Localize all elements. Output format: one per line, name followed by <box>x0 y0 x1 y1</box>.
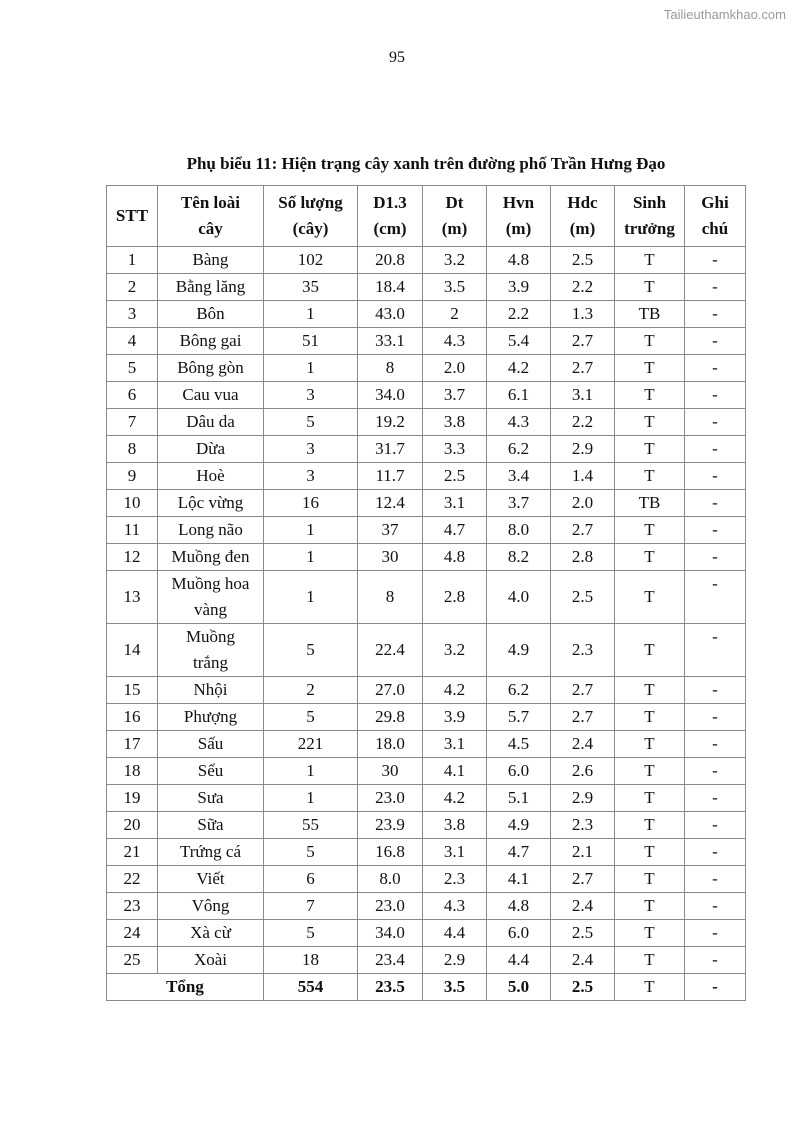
cell-stt: 18 <box>107 758 158 785</box>
tree-inventory-table <box>106 185 746 1001</box>
cell-note: - <box>685 436 746 463</box>
total-hvn: 5.0 <box>487 974 551 1001</box>
table-row <box>107 517 746 544</box>
cell-growth: T <box>615 409 685 436</box>
cell-name: Trứng cá <box>158 839 264 866</box>
cell-hdc: 3.1 <box>551 382 615 409</box>
cell-qty: 221 <box>264 731 358 758</box>
cell-name: Vông <box>158 893 264 920</box>
cell-stt: 16 <box>107 704 158 731</box>
cell-hdc: 2.7 <box>551 677 615 704</box>
cell-growth: T <box>615 731 685 758</box>
table-row <box>107 301 746 328</box>
cell-hvn: 2.2 <box>487 301 551 328</box>
cell-growth: T <box>615 544 685 571</box>
cell-d13: 31.7 <box>358 436 423 463</box>
cell-note: - <box>685 382 746 409</box>
cell-stt: 15 <box>107 677 158 704</box>
cell-name: Sữa <box>158 812 264 839</box>
cell-hdc: 2.2 <box>551 274 615 301</box>
table-row <box>107 839 746 866</box>
cell-note: - <box>685 812 746 839</box>
cell-qty: 102 <box>264 247 358 274</box>
cell-growth: T <box>615 839 685 866</box>
total-qty: 554 <box>264 974 358 1001</box>
cell-hvn: 4.9 <box>487 812 551 839</box>
cell-stt: 4 <box>107 328 158 355</box>
cell-note: - <box>685 624 746 677</box>
cell-hvn: 3.4 <box>487 463 551 490</box>
cell-note: - <box>685 947 746 974</box>
cell-name: Dừa <box>158 436 264 463</box>
cell-stt: 19 <box>107 785 158 812</box>
cell-qty: 5 <box>264 409 358 436</box>
cell-dt: 3.5 <box>423 274 487 301</box>
cell-hvn: 4.9 <box>487 624 551 677</box>
header-line: Sinh <box>632 193 667 212</box>
table-row <box>107 677 746 704</box>
cell-stt: 20 <box>107 812 158 839</box>
header-line: Hdc <box>567 193 598 212</box>
cell-name: Xà cừ <box>158 920 264 947</box>
cell-d13: 8 <box>358 355 423 382</box>
cell-dt: 4.4 <box>423 920 487 947</box>
cell-stt: 8 <box>107 436 158 463</box>
cell-growth: T <box>615 571 685 624</box>
cell-hvn: 4.2 <box>487 355 551 382</box>
cell-stt: 14 <box>107 624 158 677</box>
header-note <box>685 186 746 247</box>
cell-hvn: 6.0 <box>487 758 551 785</box>
cell-hvn: 6.1 <box>487 382 551 409</box>
cell-hdc: 2.7 <box>551 704 615 731</box>
total-row <box>107 974 746 1001</box>
cell-note: - <box>685 866 746 893</box>
cell-qty: 7 <box>264 893 358 920</box>
cell-d13: 23.9 <box>358 812 423 839</box>
header-line: (m) <box>441 219 468 238</box>
table-row <box>107 247 746 274</box>
cell-stt: 25 <box>107 947 158 974</box>
cell-stt: 12 <box>107 544 158 571</box>
cell-hdc: 2.9 <box>551 785 615 812</box>
table-row <box>107 463 746 490</box>
cell-note: - <box>685 490 746 517</box>
cell-name: Viết <box>158 866 264 893</box>
cell-hvn: 6.2 <box>487 436 551 463</box>
table-row <box>107 812 746 839</box>
table-row <box>107 893 746 920</box>
cell-dt: 3.8 <box>423 409 487 436</box>
cell-dt: 4.3 <box>423 328 487 355</box>
cell-qty: 3 <box>264 436 358 463</box>
cell-hvn: 5.1 <box>487 785 551 812</box>
table-row <box>107 409 746 436</box>
cell-d13: 34.0 <box>358 920 423 947</box>
cell-hvn: 6.2 <box>487 677 551 704</box>
cell-dt: 2.9 <box>423 947 487 974</box>
cell-qty: 5 <box>264 704 358 731</box>
cell-qty: 6 <box>264 866 358 893</box>
cell-name: Nhội <box>158 677 264 704</box>
cell-qty: 18 <box>264 947 358 974</box>
cell-hdc: 2.7 <box>551 355 615 382</box>
cell-growth: T <box>615 920 685 947</box>
cell-name: Lộc vừng <box>158 490 264 517</box>
cell-hdc: 2.9 <box>551 436 615 463</box>
cell-name: Bằng lăng <box>158 274 264 301</box>
cell-dt: 3.1 <box>423 731 487 758</box>
cell-qty: 1 <box>264 758 358 785</box>
cell-qty: 35 <box>264 274 358 301</box>
cell-hdc: 2.5 <box>551 247 615 274</box>
cell-d13: 16.8 <box>358 839 423 866</box>
page-number: 95 <box>389 49 405 66</box>
cell-dt: 3.2 <box>423 247 487 274</box>
cell-note: - <box>685 355 746 382</box>
cell-stt: 10 <box>107 490 158 517</box>
cell-d13: 18.0 <box>358 731 423 758</box>
header-stt <box>107 186 158 247</box>
cell-d13: 43.0 <box>358 301 423 328</box>
cell-hdc: 2.7 <box>551 328 615 355</box>
species-name-line: Muồng hoa <box>171 574 250 593</box>
cell-hdc: 2.7 <box>551 517 615 544</box>
cell-note: - <box>685 893 746 920</box>
cell-growth: T <box>615 355 685 382</box>
cell-name <box>158 624 264 677</box>
cell-d13: 33.1 <box>358 328 423 355</box>
cell-stt: 17 <box>107 731 158 758</box>
cell-hdc: 2.4 <box>551 731 615 758</box>
cell-dt: 4.8 <box>423 544 487 571</box>
cell-growth: T <box>615 758 685 785</box>
header-line: chú <box>701 219 729 238</box>
cell-growth: T <box>615 677 685 704</box>
cell-note: - <box>685 839 746 866</box>
cell-hdc: 2.0 <box>551 490 615 517</box>
species-name-line: vàng <box>193 600 228 619</box>
cell-note: - <box>685 758 746 785</box>
cell-stt: 13 <box>107 571 158 624</box>
cell-d13: 19.2 <box>358 409 423 436</box>
cell-growth: T <box>615 785 685 812</box>
cell-name: Xoài <box>158 947 264 974</box>
table-row <box>107 274 746 301</box>
cell-name: Sưa <box>158 785 264 812</box>
cell-growth: T <box>615 947 685 974</box>
cell-dt: 3.8 <box>423 812 487 839</box>
cell-hvn: 3.9 <box>487 274 551 301</box>
header-line: trưởng <box>624 219 675 238</box>
cell-d13: 34.0 <box>358 382 423 409</box>
cell-note: - <box>685 301 746 328</box>
cell-dt: 4.1 <box>423 758 487 785</box>
header-line: D1.3 <box>373 193 407 212</box>
cell-d13: 23.4 <box>358 947 423 974</box>
cell-dt: 3.3 <box>423 436 487 463</box>
cell-d13: 8.0 <box>358 866 423 893</box>
cell-stt: 2 <box>107 274 158 301</box>
table-row <box>107 947 746 974</box>
cell-d13: 11.7 <box>358 463 423 490</box>
cell-growth: T <box>615 382 685 409</box>
cell-hvn: 5.7 <box>487 704 551 731</box>
cell-name: Phượng <box>158 704 264 731</box>
cell-d13: 29.8 <box>358 704 423 731</box>
cell-qty: 55 <box>264 812 358 839</box>
cell-d13: 12.4 <box>358 490 423 517</box>
cell-dt: 3.7 <box>423 382 487 409</box>
cell-hvn: 4.8 <box>487 893 551 920</box>
cell-note: - <box>685 731 746 758</box>
cell-dt: 3.1 <box>423 490 487 517</box>
cell-dt: 2.5 <box>423 463 487 490</box>
table-row <box>107 866 746 893</box>
cell-note: - <box>685 409 746 436</box>
header-line: Dt <box>445 193 464 212</box>
cell-hvn: 4.4 <box>487 947 551 974</box>
table-header-row <box>107 186 746 247</box>
total-d13: 23.5 <box>358 974 423 1001</box>
cell-stt: 24 <box>107 920 158 947</box>
cell-qty: 51 <box>264 328 358 355</box>
cell-name: Sấu <box>158 731 264 758</box>
species-name-line: trắng <box>193 653 228 672</box>
cell-note: - <box>685 274 746 301</box>
cell-d13: 27.0 <box>358 677 423 704</box>
cell-note: - <box>685 704 746 731</box>
watermark: Tailieuthamkhao.com <box>663 7 786 22</box>
cell-note: - <box>685 517 746 544</box>
cell-qty: 1 <box>264 517 358 544</box>
cell-hdc: 1.3 <box>551 301 615 328</box>
table-row <box>107 624 746 677</box>
cell-qty: 1 <box>264 301 358 328</box>
table-row <box>107 920 746 947</box>
cell-d13: 20.8 <box>358 247 423 274</box>
cell-qty: 16 <box>264 490 358 517</box>
cell-qty: 1 <box>264 571 358 624</box>
cell-note: - <box>685 328 746 355</box>
cell-name <box>158 571 264 624</box>
cell-d13: 23.0 <box>358 893 423 920</box>
cell-qty: 5 <box>264 920 358 947</box>
table-row <box>107 544 746 571</box>
cell-note: - <box>685 463 746 490</box>
cell-d13: 30 <box>358 544 423 571</box>
cell-d13: 18.4 <box>358 274 423 301</box>
table-row <box>107 785 746 812</box>
header-dt <box>423 186 487 247</box>
table-row <box>107 355 746 382</box>
cell-name: Bàng <box>158 247 264 274</box>
table-row <box>107 704 746 731</box>
cell-qty: 5 <box>264 839 358 866</box>
cell-dt: 2.8 <box>423 571 487 624</box>
header-hdc <box>551 186 615 247</box>
total-growth: T <box>615 974 685 1001</box>
header-line: (m) <box>505 219 532 238</box>
cell-stt: 6 <box>107 382 158 409</box>
cell-note: - <box>685 785 746 812</box>
cell-hvn: 4.1 <box>487 866 551 893</box>
cell-growth: T <box>615 436 685 463</box>
cell-hvn: 4.3 <box>487 409 551 436</box>
cell-name: Bông gai <box>158 328 264 355</box>
table-row <box>107 328 746 355</box>
header-species-name <box>158 186 264 247</box>
table-row <box>107 758 746 785</box>
cell-growth: T <box>615 517 685 544</box>
cell-hvn: 8.0 <box>487 517 551 544</box>
cell-hvn: 4.5 <box>487 731 551 758</box>
cell-name: Muồng đen <box>158 544 264 571</box>
cell-hdc: 2.2 <box>551 409 615 436</box>
cell-stt: 3 <box>107 301 158 328</box>
cell-dt: 4.3 <box>423 893 487 920</box>
cell-growth: T <box>615 893 685 920</box>
table-row <box>107 571 746 624</box>
cell-hdc: 2.3 <box>551 624 615 677</box>
cell-growth: T <box>615 704 685 731</box>
cell-dt: 3.2 <box>423 624 487 677</box>
table-row <box>107 382 746 409</box>
cell-hdc: 2.5 <box>551 571 615 624</box>
header-line: (cây) <box>292 219 329 238</box>
cell-hvn: 3.7 <box>487 490 551 517</box>
cell-hvn: 4.0 <box>487 571 551 624</box>
cell-hvn: 6.0 <box>487 920 551 947</box>
cell-hvn: 4.8 <box>487 247 551 274</box>
table-caption: Phụ biểu 11: Hiện trạng cây xanh trên đường phố Trần Hưng Đạo <box>186 154 666 173</box>
cell-d13: 8 <box>358 571 423 624</box>
table-row <box>107 436 746 463</box>
total-note: - <box>685 974 746 1001</box>
table-row <box>107 490 746 517</box>
cell-hdc: 1.4 <box>551 463 615 490</box>
cell-hdc: 2.1 <box>551 839 615 866</box>
cell-dt: 2.0 <box>423 355 487 382</box>
cell-note: - <box>685 544 746 571</box>
cell-hdc: 2.8 <box>551 544 615 571</box>
cell-growth: T <box>615 624 685 677</box>
header-line: (cm) <box>373 219 407 238</box>
cell-hvn: 5.4 <box>487 328 551 355</box>
cell-qty: 5 <box>264 624 358 677</box>
cell-growth: T <box>615 328 685 355</box>
header-line: Hvn <box>502 193 535 212</box>
cell-stt: 21 <box>107 839 158 866</box>
cell-growth: T <box>615 463 685 490</box>
cell-qty: 1 <box>264 544 358 571</box>
cell-dt: 2.3 <box>423 866 487 893</box>
cell-stt: 23 <box>107 893 158 920</box>
header-quantity <box>264 186 358 247</box>
total-label: Tổng <box>107 974 264 1001</box>
header-growth <box>615 186 685 247</box>
header-line: STT <box>115 206 149 225</box>
cell-d13: 22.4 <box>358 624 423 677</box>
cell-hdc: 2.6 <box>551 758 615 785</box>
cell-growth: TB <box>615 301 685 328</box>
total-dt: 3.5 <box>423 974 487 1001</box>
cell-name: Sếu <box>158 758 264 785</box>
cell-name: Hoè <box>158 463 264 490</box>
cell-hdc: 2.4 <box>551 893 615 920</box>
table-row <box>107 731 746 758</box>
cell-d13: 23.0 <box>358 785 423 812</box>
header-line: cây <box>198 219 223 238</box>
header-line: Tên loài <box>180 193 241 212</box>
cell-name: Long não <box>158 517 264 544</box>
cell-dt: 2 <box>423 301 487 328</box>
cell-d13: 30 <box>358 758 423 785</box>
cell-qty: 3 <box>264 382 358 409</box>
cell-stt: 22 <box>107 866 158 893</box>
cell-dt: 4.7 <box>423 517 487 544</box>
cell-growth: TB <box>615 490 685 517</box>
cell-hvn: 8.2 <box>487 544 551 571</box>
cell-note: - <box>685 571 746 624</box>
cell-stt: 1 <box>107 247 158 274</box>
species-name-line: Muồng <box>185 627 236 646</box>
header-hvn <box>487 186 551 247</box>
cell-name: Dâu da <box>158 409 264 436</box>
header-line: Ghi <box>701 193 729 212</box>
cell-name: Bông gòn <box>158 355 264 382</box>
cell-dt: 3.1 <box>423 839 487 866</box>
cell-dt: 4.2 <box>423 785 487 812</box>
cell-stt: 7 <box>107 409 158 436</box>
cell-growth: T <box>615 812 685 839</box>
cell-stt: 9 <box>107 463 158 490</box>
cell-stt: 11 <box>107 517 158 544</box>
cell-dt: 4.2 <box>423 677 487 704</box>
header-d13 <box>358 186 423 247</box>
header-line: (m) <box>569 219 596 238</box>
cell-name: Cau vua <box>158 382 264 409</box>
cell-hdc: 2.4 <box>551 947 615 974</box>
cell-growth: T <box>615 866 685 893</box>
cell-dt: 3.9 <box>423 704 487 731</box>
cell-hdc: 2.7 <box>551 866 615 893</box>
cell-qty: 1 <box>264 355 358 382</box>
cell-qty: 2 <box>264 677 358 704</box>
header-line: Số lượng <box>278 193 343 212</box>
cell-hdc: 2.3 <box>551 812 615 839</box>
cell-d13: 37 <box>358 517 423 544</box>
cell-hdc: 2.5 <box>551 920 615 947</box>
cell-note: - <box>685 920 746 947</box>
cell-note: - <box>685 247 746 274</box>
cell-qty: 3 <box>264 463 358 490</box>
cell-note: - <box>685 677 746 704</box>
cell-growth: T <box>615 247 685 274</box>
cell-growth: T <box>615 274 685 301</box>
cell-name: Bôn <box>158 301 264 328</box>
cell-hvn: 4.7 <box>487 839 551 866</box>
cell-stt: 5 <box>107 355 158 382</box>
cell-qty: 1 <box>264 785 358 812</box>
total-hdc: 2.5 <box>551 974 615 1001</box>
